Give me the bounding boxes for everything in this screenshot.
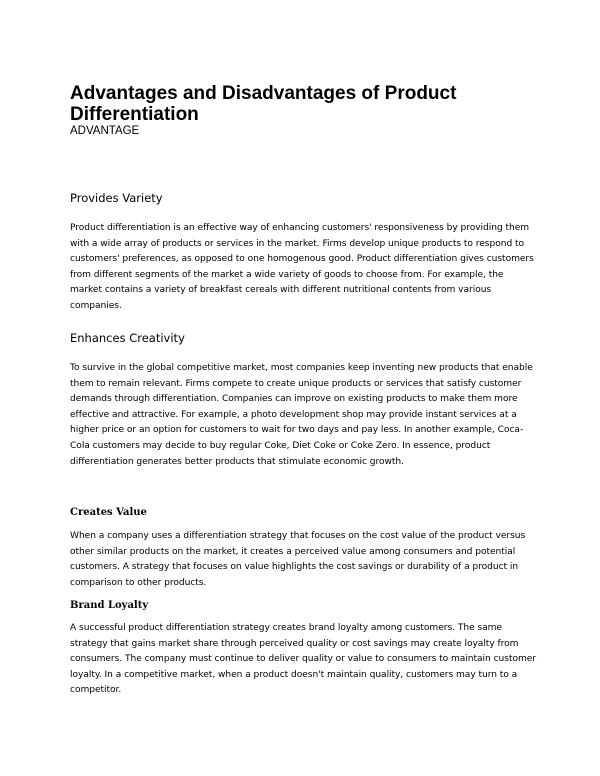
document-subtitle: ADVANTAGE [70,125,140,137]
section-heading-provides-variety: Provides Variety [70,191,163,205]
document-title: Advantages and Disadvantages of Product Differentiation [70,83,457,125]
section-heading-enhances-creativity: Enhances Creativity [70,331,185,345]
section-body-provides-variety: Product differentiation is an effective way of enhancing customers' responsiveness by providing them with a wide array of products or services in the market. Firms develop unique products to respond to customers' preferences, as opposed to one homogenous good. Product differentiation gives customers from different segments of the market a wide variety of goods to choose from. For example, the market contains a variety of breakfast cereals with different nutritional contents from various companies. [70,223,534,311]
section-heading-creates-value: Creates Value [70,507,147,518]
section-body-enhances-creativity: To survive in the global competitive market, most companies keep inventing new products that enable them to remain relevant. Firms compete to create unique products or services that satisfy customer demands through differentiation. Companies can improve on existing products to make them more effective and attractive. For example, a photo development shop may provide instant services at a higher price or an option for customers to wait for two days and pay less. In another example, Coca-Cola customers may decide to buy regular Coke, Diet Coke or Coke Zero. In essence, product differentiation generates better products that stimulate economic growth. [70,363,533,467]
section-heading-brand-loyalty: Brand Loyalty [70,600,149,611]
section-body-brand-loyalty: A successful product differentiation strategy creates brand loyalty among customers. The same strategy that gains market share through perceived quality or cost savings may create loyalty from consumers. The company must continue to deliver quality or value to consumers to maintain customer loyalty. In a competitive market, when a product doesn't maintain quality, customers may turn to a competitor. [70,623,537,696]
section-body-creates-value: When a company uses a differentiation strategy that focuses on the cost value of the product versus other similar products on the market, it creates a perceived value among consumers and potential customers. A strategy that focuses on value highlights the cost savings or durability of a product in comparison to other products. [70,531,526,588]
